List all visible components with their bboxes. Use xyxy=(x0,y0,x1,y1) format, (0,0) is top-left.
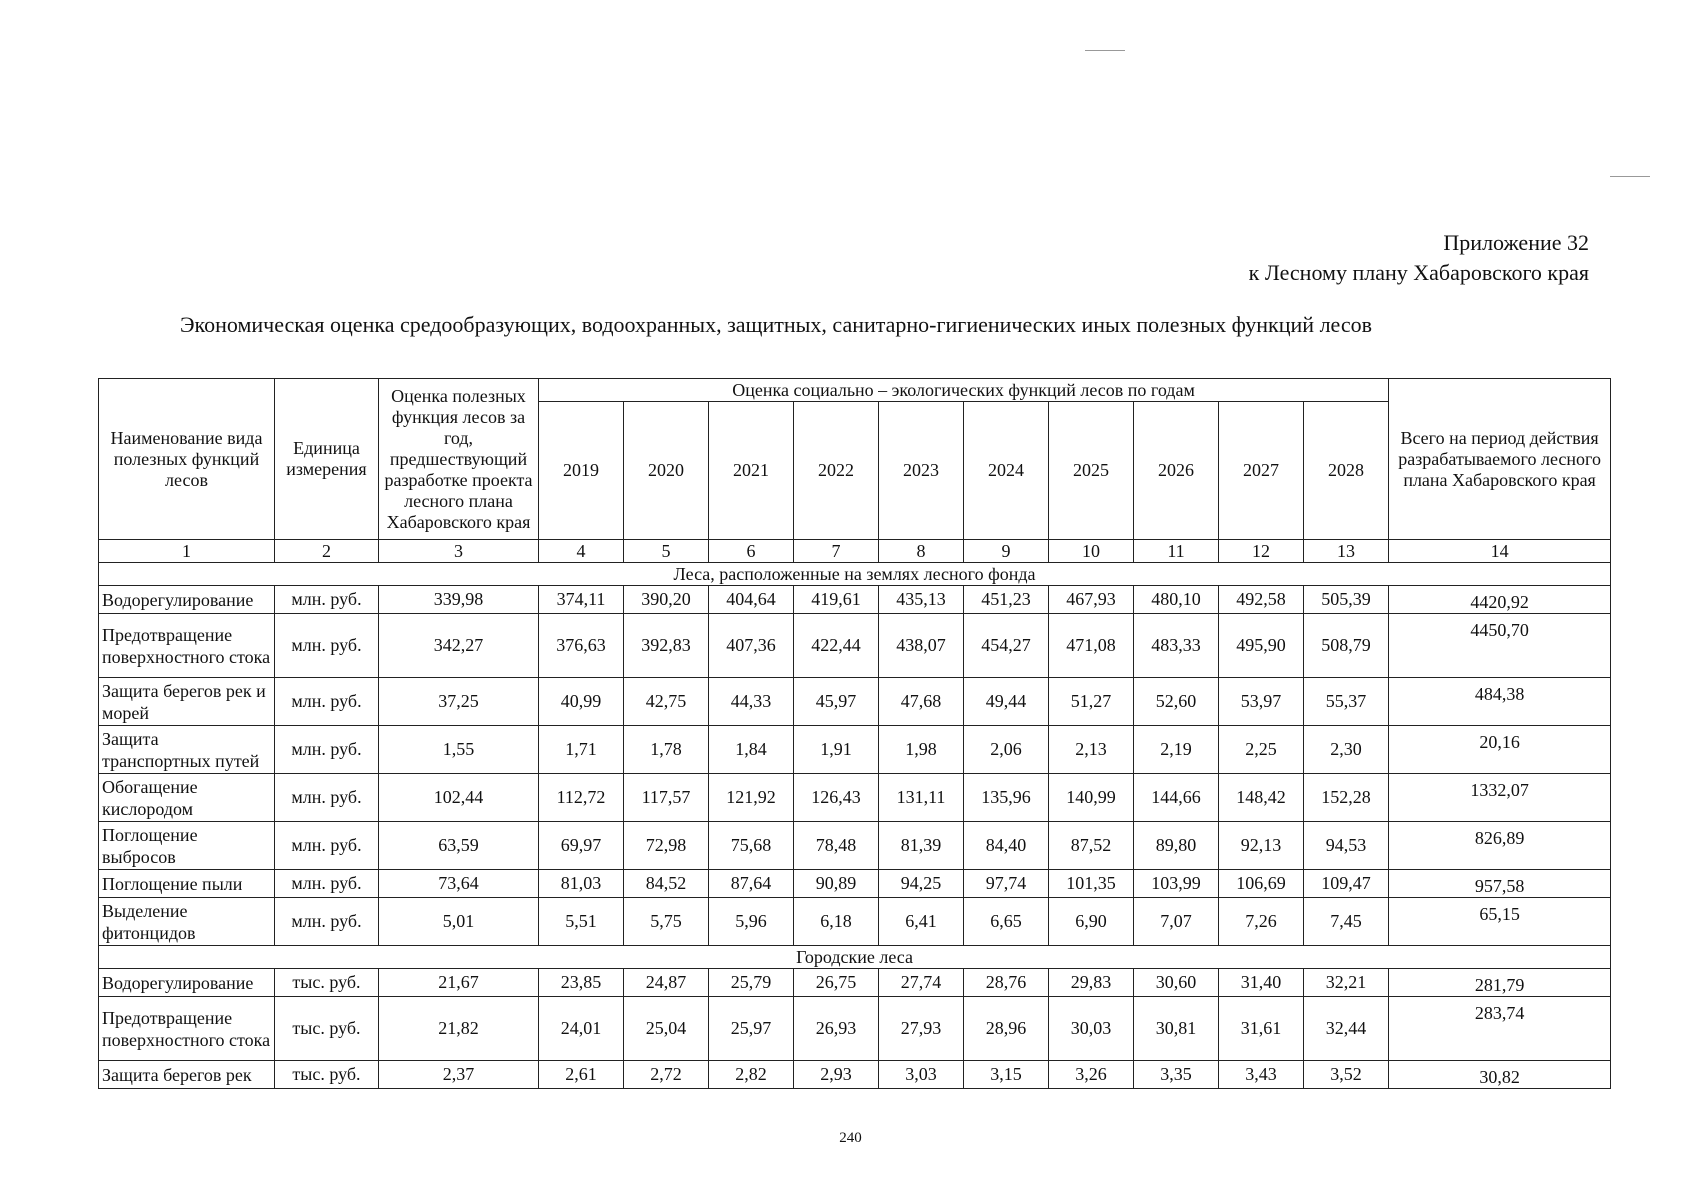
row-name-cell: Предотвращение поверхностного стока xyxy=(99,614,275,678)
row-year-value-cell: 30,03 xyxy=(1049,997,1134,1061)
table-row xyxy=(99,969,1611,997)
row-name-cell: Поглощение выбросов xyxy=(99,822,275,870)
header-year: 2020 xyxy=(624,402,709,540)
column-number: 14 xyxy=(1389,540,1611,563)
row-year-value-cell: 90,89 xyxy=(794,870,879,898)
table-body xyxy=(99,563,1611,1089)
row-year-value-cell: 72,98 xyxy=(624,822,709,870)
row-name-cell: Водорегулирование xyxy=(99,969,275,997)
table-row xyxy=(99,870,1611,898)
column-number: 10 xyxy=(1049,540,1134,563)
row-year-value-cell: 27,74 xyxy=(879,969,964,997)
row-total-cell: 1332,07 xyxy=(1389,774,1611,822)
row-year-value-cell: 7,26 xyxy=(1219,898,1304,946)
row-year-value-cell: 94,53 xyxy=(1304,822,1389,870)
row-year-value-cell: 49,44 xyxy=(964,678,1049,726)
row-year-value-cell: 2,72 xyxy=(624,1061,709,1089)
row-year-value-cell: 495,90 xyxy=(1219,614,1304,678)
row-year-value-cell: 47,68 xyxy=(879,678,964,726)
row-year-value-cell: 390,20 xyxy=(624,586,709,614)
row-year-value-cell: 2,06 xyxy=(964,726,1049,774)
row-prior-cell: 21,67 xyxy=(379,969,539,997)
header-year: 2027 xyxy=(1219,402,1304,540)
row-year-value-cell: 121,92 xyxy=(709,774,794,822)
table-row xyxy=(99,1061,1611,1089)
row-year-value-cell: 117,57 xyxy=(624,774,709,822)
row-year-value-cell: 24,87 xyxy=(624,969,709,997)
row-year-value-cell: 7,07 xyxy=(1134,898,1219,946)
row-year-value-cell: 109,47 xyxy=(1304,870,1389,898)
row-year-value-cell: 467,93 xyxy=(1049,586,1134,614)
row-name-cell: Водорегулирование xyxy=(99,586,275,614)
row-year-value-cell: 92,13 xyxy=(1219,822,1304,870)
row-total-cell: 30,82 xyxy=(1389,1061,1611,1089)
column-number: 3 xyxy=(379,540,539,563)
column-number-row xyxy=(99,540,1611,563)
row-year-value-cell: 2,25 xyxy=(1219,726,1304,774)
row-year-value-cell: 24,01 xyxy=(539,997,624,1061)
header-year: 2021 xyxy=(709,402,794,540)
row-year-value-cell: 5,96 xyxy=(709,898,794,946)
row-year-value-cell: 3,43 xyxy=(1219,1061,1304,1089)
header-unit: Единица измерения xyxy=(275,379,379,540)
row-year-value-cell: 2,93 xyxy=(794,1061,879,1089)
row-year-value-cell: 6,18 xyxy=(794,898,879,946)
row-name-cell: Защита транспортных путей xyxy=(99,726,275,774)
row-prior-cell: 63,59 xyxy=(379,822,539,870)
table-row xyxy=(99,678,1611,726)
row-year-value-cell: 148,42 xyxy=(1219,774,1304,822)
row-year-value-cell: 28,96 xyxy=(964,997,1049,1061)
row-year-value-cell: 422,44 xyxy=(794,614,879,678)
header-year: 2024 xyxy=(964,402,1049,540)
row-year-value-cell: 87,64 xyxy=(709,870,794,898)
row-year-value-cell: 51,27 xyxy=(1049,678,1134,726)
table-row xyxy=(99,898,1611,946)
column-number: 12 xyxy=(1219,540,1304,563)
header-prior: Оценка полезных функция лесов за год, предшествующий разработке проекта лесного плана Хабаровского края xyxy=(379,379,539,540)
row-year-value-cell: 480,10 xyxy=(1134,586,1219,614)
row-year-value-cell: 471,08 xyxy=(1049,614,1134,678)
header-year: 2023 xyxy=(879,402,964,540)
row-name-cell: Выделение фитонцидов xyxy=(99,898,275,946)
row-name-cell: Предотвращение поверхностного стока xyxy=(99,997,275,1061)
row-year-value-cell: 25,97 xyxy=(709,997,794,1061)
row-year-value-cell: 1,98 xyxy=(879,726,964,774)
row-total-cell: 283,74 xyxy=(1389,997,1611,1061)
row-year-value-cell: 438,07 xyxy=(879,614,964,678)
column-number: 5 xyxy=(624,540,709,563)
row-year-value-cell: 31,40 xyxy=(1219,969,1304,997)
row-unit-cell: млн. руб. xyxy=(275,586,379,614)
row-unit-cell: млн. руб. xyxy=(275,614,379,678)
row-total-cell: 65,15 xyxy=(1389,898,1611,946)
row-unit-cell: млн. руб. xyxy=(275,774,379,822)
row-year-value-cell: 3,03 xyxy=(879,1061,964,1089)
row-year-value-cell: 106,69 xyxy=(1219,870,1304,898)
row-total-cell: 957,58 xyxy=(1389,870,1611,898)
row-year-value-cell: 30,81 xyxy=(1134,997,1219,1061)
column-number: 11 xyxy=(1134,540,1219,563)
row-unit-cell: млн. руб. xyxy=(275,678,379,726)
row-unit-cell: тыс. руб. xyxy=(275,997,379,1061)
column-number: 7 xyxy=(794,540,879,563)
table-row xyxy=(99,726,1611,774)
row-year-value-cell: 2,19 xyxy=(1134,726,1219,774)
row-year-value-cell: 492,58 xyxy=(1219,586,1304,614)
row-year-value-cell: 2,61 xyxy=(539,1061,624,1089)
page-number: 240 xyxy=(839,1130,862,1146)
row-year-value-cell: 103,99 xyxy=(1134,870,1219,898)
header-row-1 xyxy=(99,379,1611,402)
table-row xyxy=(99,774,1611,822)
row-year-value-cell: 112,72 xyxy=(539,774,624,822)
row-total-cell: 4420,92 xyxy=(1389,586,1611,614)
row-name-cell: Защита берегов рек xyxy=(99,1061,275,1089)
row-year-value-cell: 483,33 xyxy=(1134,614,1219,678)
row-year-value-cell: 40,99 xyxy=(539,678,624,726)
section-title: Городские леса xyxy=(99,946,1611,969)
row-prior-cell: 37,25 xyxy=(379,678,539,726)
row-year-value-cell: 27,93 xyxy=(879,997,964,1061)
row-year-value-cell: 25,79 xyxy=(709,969,794,997)
row-prior-cell: 2,37 xyxy=(379,1061,539,1089)
header-name: Наименование вида полезных функций лесов xyxy=(99,379,275,540)
row-year-value-cell: 1,78 xyxy=(624,726,709,774)
row-year-value-cell: 31,61 xyxy=(1219,997,1304,1061)
row-total-cell: 281,79 xyxy=(1389,969,1611,997)
row-year-value-cell: 508,79 xyxy=(1304,614,1389,678)
header-total: Всего на период действия разрабатываемого лесного плана Хабаровского края xyxy=(1389,379,1611,540)
row-year-value-cell: 3,35 xyxy=(1134,1061,1219,1089)
header-year: 2025 xyxy=(1049,402,1134,540)
row-year-value-cell: 78,48 xyxy=(794,822,879,870)
row-total-cell: 826,89 xyxy=(1389,822,1611,870)
row-year-value-cell: 81,39 xyxy=(879,822,964,870)
column-number: 4 xyxy=(539,540,624,563)
row-name-cell: Защита берегов рек и морей xyxy=(99,678,275,726)
document-title: Экономическая оценка средообразующих, водоохранных, защитных, санитарно-гигиенических иных полезных функций лесов xyxy=(180,312,1373,337)
row-year-value-cell: 5,51 xyxy=(539,898,624,946)
row-year-value-cell: 1,91 xyxy=(794,726,879,774)
header-year: 2019 xyxy=(539,402,624,540)
row-total-cell: 4450,70 xyxy=(1389,614,1611,678)
row-unit-cell: тыс. руб. xyxy=(275,1061,379,1089)
row-year-value-cell: 6,90 xyxy=(1049,898,1134,946)
row-year-value-cell: 1,84 xyxy=(709,726,794,774)
row-year-value-cell: 32,44 xyxy=(1304,997,1389,1061)
row-prior-cell: 102,44 xyxy=(379,774,539,822)
row-year-value-cell: 28,76 xyxy=(964,969,1049,997)
row-prior-cell: 1,55 xyxy=(379,726,539,774)
section-row xyxy=(99,946,1611,969)
row-year-value-cell: 7,45 xyxy=(1304,898,1389,946)
row-prior-cell: 73,64 xyxy=(379,870,539,898)
row-year-value-cell: 140,99 xyxy=(1049,774,1134,822)
row-total-cell: 484,38 xyxy=(1389,678,1611,726)
row-year-value-cell: 152,28 xyxy=(1304,774,1389,822)
row-unit-cell: млн. руб. xyxy=(275,726,379,774)
row-year-value-cell: 3,15 xyxy=(964,1061,1049,1089)
row-year-value-cell: 2,30 xyxy=(1304,726,1389,774)
row-year-value-cell: 26,75 xyxy=(794,969,879,997)
row-year-value-cell: 53,97 xyxy=(1219,678,1304,726)
row-year-value-cell: 454,27 xyxy=(964,614,1049,678)
row-year-value-cell: 87,52 xyxy=(1049,822,1134,870)
row-year-value-cell: 29,83 xyxy=(1049,969,1134,997)
column-number: 13 xyxy=(1304,540,1389,563)
row-year-value-cell: 26,93 xyxy=(794,997,879,1061)
table-row xyxy=(99,614,1611,678)
row-year-value-cell: 374,11 xyxy=(539,586,624,614)
table-row xyxy=(99,586,1611,614)
column-number: 6 xyxy=(709,540,794,563)
column-number: 1 xyxy=(99,540,275,563)
row-year-value-cell: 131,11 xyxy=(879,774,964,822)
header-group: Оценка социально – экологических функций лесов по годам xyxy=(539,379,1389,402)
row-name-cell: Обогащение кислородом xyxy=(99,774,275,822)
row-prior-cell: 21,82 xyxy=(379,997,539,1061)
table-row xyxy=(99,997,1611,1061)
row-year-value-cell: 69,97 xyxy=(539,822,624,870)
row-year-value-cell: 2,13 xyxy=(1049,726,1134,774)
row-year-value-cell: 25,04 xyxy=(624,997,709,1061)
row-year-value-cell: 32,21 xyxy=(1304,969,1389,997)
section-title: Леса, расположенные на землях лесного фонда xyxy=(99,563,1611,586)
row-total-cell: 20,16 xyxy=(1389,726,1611,774)
row-year-value-cell: 451,23 xyxy=(964,586,1049,614)
header-year: 2028 xyxy=(1304,402,1389,540)
valuation-table xyxy=(98,378,1611,1089)
row-year-value-cell: 6,41 xyxy=(879,898,964,946)
row-unit-cell: млн. руб. xyxy=(275,898,379,946)
row-year-value-cell: 42,75 xyxy=(624,678,709,726)
header-year: 2026 xyxy=(1134,402,1219,540)
row-year-value-cell: 404,64 xyxy=(709,586,794,614)
row-year-value-cell: 392,83 xyxy=(624,614,709,678)
row-year-value-cell: 407,36 xyxy=(709,614,794,678)
scan-mark xyxy=(1610,176,1650,177)
row-year-value-cell: 81,03 xyxy=(539,870,624,898)
row-year-value-cell: 5,75 xyxy=(624,898,709,946)
row-year-value-cell: 101,35 xyxy=(1049,870,1134,898)
appendix-reference: к Лесному плану Хабаровского края xyxy=(1248,260,1589,285)
appendix-heading xyxy=(1249,228,1589,288)
column-number: 2 xyxy=(275,540,379,563)
row-year-value-cell: 3,52 xyxy=(1304,1061,1389,1089)
row-year-value-cell: 144,66 xyxy=(1134,774,1219,822)
valuation-table-wrapper xyxy=(98,378,1610,1089)
row-prior-cell: 5,01 xyxy=(379,898,539,946)
row-prior-cell: 342,27 xyxy=(379,614,539,678)
row-year-value-cell: 45,97 xyxy=(794,678,879,726)
row-year-value-cell: 435,13 xyxy=(879,586,964,614)
column-number: 9 xyxy=(964,540,1049,563)
row-year-value-cell: 3,26 xyxy=(1049,1061,1134,1089)
row-year-value-cell: 44,33 xyxy=(709,678,794,726)
row-year-value-cell: 505,39 xyxy=(1304,586,1389,614)
row-name-cell: Поглощение пыли xyxy=(99,870,275,898)
row-year-value-cell: 94,25 xyxy=(879,870,964,898)
appendix-number: Приложение 32 xyxy=(1443,230,1589,255)
row-year-value-cell: 97,74 xyxy=(964,870,1049,898)
row-year-value-cell: 419,61 xyxy=(794,586,879,614)
row-year-value-cell: 52,60 xyxy=(1134,678,1219,726)
row-year-value-cell: 376,63 xyxy=(539,614,624,678)
section-row xyxy=(99,563,1611,586)
scan-mark xyxy=(1085,50,1125,51)
row-year-value-cell: 126,43 xyxy=(794,774,879,822)
row-prior-cell: 339,98 xyxy=(379,586,539,614)
row-year-value-cell: 84,40 xyxy=(964,822,1049,870)
table-row xyxy=(99,822,1611,870)
header-year: 2022 xyxy=(794,402,879,540)
row-year-value-cell: 1,71 xyxy=(539,726,624,774)
row-year-value-cell: 135,96 xyxy=(964,774,1049,822)
row-year-value-cell: 23,85 xyxy=(539,969,624,997)
row-year-value-cell: 2,82 xyxy=(709,1061,794,1089)
row-unit-cell: тыс. руб. xyxy=(275,969,379,997)
column-number: 8 xyxy=(879,540,964,563)
row-unit-cell: млн. руб. xyxy=(275,870,379,898)
row-year-value-cell: 89,80 xyxy=(1134,822,1219,870)
row-year-value-cell: 55,37 xyxy=(1304,678,1389,726)
row-year-value-cell: 84,52 xyxy=(624,870,709,898)
row-year-value-cell: 30,60 xyxy=(1134,969,1219,997)
row-year-value-cell: 75,68 xyxy=(709,822,794,870)
row-unit-cell: млн. руб. xyxy=(275,822,379,870)
row-year-value-cell: 6,65 xyxy=(964,898,1049,946)
